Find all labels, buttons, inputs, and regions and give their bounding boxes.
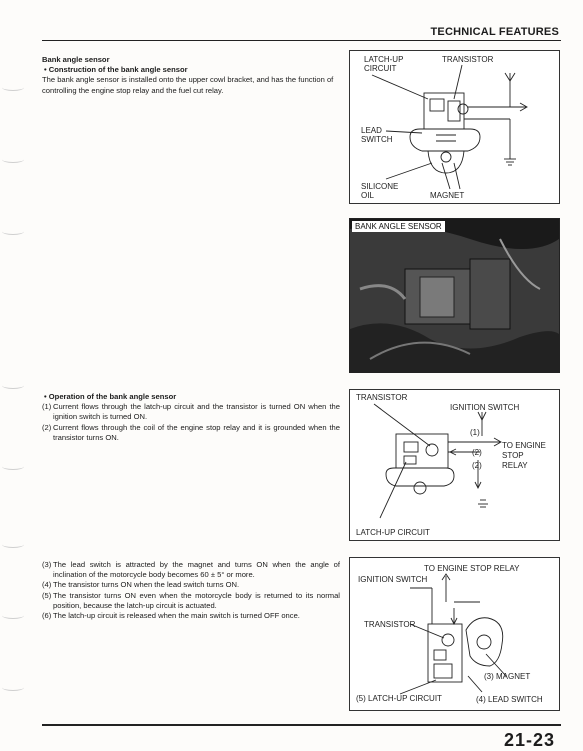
lead-switch-label-line2: SWITCH bbox=[361, 135, 393, 144]
list-item-number: (4) bbox=[42, 580, 52, 590]
transistor-label: TRANSISTOR bbox=[442, 55, 494, 64]
list-item-text: The transistor turns ON when the lead switch turns ON. bbox=[53, 580, 240, 590]
list-item-text: Current flows through the latch-up circuit and the transistor is turned ON when the ignition switch is turned ON. bbox=[53, 402, 340, 422]
header-rule bbox=[42, 40, 561, 41]
to-engine-stop-relay-label: TO ENGINE STOP RELAY bbox=[424, 564, 520, 573]
binder-mark bbox=[2, 382, 24, 389]
construction-diagram bbox=[349, 50, 560, 204]
section-title: Bank angle sensor bbox=[42, 55, 110, 64]
construction-section bbox=[42, 55, 340, 96]
magnet-label: MAGNET bbox=[430, 191, 465, 200]
binder-mark bbox=[2, 541, 24, 548]
latch-up-circuit-label-line2: CIRCUIT bbox=[364, 64, 397, 73]
binder-mark bbox=[2, 684, 24, 691]
magnet-label: (3) MAGNET bbox=[484, 672, 531, 681]
lead-switch-label: (4) LEAD SWITCH bbox=[476, 695, 543, 704]
binder-mark bbox=[2, 228, 24, 235]
section-body: The bank angle sensor is installed onto the upper cowl bracket, and has the function of controlling the engine stop relay and the fuel cut relay. bbox=[42, 75, 334, 95]
list-item bbox=[42, 580, 340, 590]
list-item-text: Current flows through the coil of the engine stop relay and it is grounded when the transistor turns ON. bbox=[53, 422, 340, 442]
to-engine-stop-relay-label-line3: RELAY bbox=[502, 461, 528, 470]
latch-up-circuit-label: LATCH-UP CIRCUIT bbox=[356, 528, 430, 537]
binder-mark bbox=[2, 156, 24, 163]
photo-caption: BANK ANGLE SENSOR bbox=[352, 221, 445, 232]
list-item-number: (2) bbox=[42, 422, 52, 432]
sequence-diagram bbox=[349, 557, 560, 711]
list-item-number: (5) bbox=[42, 590, 52, 600]
latch-up-circuit-label: LATCH-UP bbox=[364, 55, 404, 64]
transistor-label: TRANSISTOR bbox=[364, 620, 416, 629]
ignition-switch-label: IGNITION SWITCH bbox=[358, 575, 428, 584]
list-item bbox=[42, 611, 340, 621]
operation-diagram bbox=[349, 389, 560, 541]
list-item-text: The latch-up circuit is released when the main switch is turned OFF once. bbox=[53, 611, 300, 621]
silicone-oil-label-line2: OIL bbox=[361, 191, 374, 200]
transistor-label: TRANSISTOR bbox=[356, 393, 408, 402]
section-subtitle: • Operation of the bank angle sensor bbox=[44, 392, 177, 401]
to-engine-stop-relay-label-line2: STOP bbox=[502, 451, 524, 460]
binder-mark bbox=[2, 463, 24, 470]
marker-2-lower: (2) bbox=[472, 461, 482, 470]
list-item bbox=[42, 423, 340, 443]
lead-switch-label: LEAD bbox=[361, 126, 382, 135]
list-item-text: The transistor turns ON even when the motorcycle body is returned to its normal position, because the latch-up circuit is actuated. bbox=[53, 590, 340, 610]
ignition-switch-label: IGNITION SWITCH bbox=[450, 403, 520, 412]
operation-section bbox=[42, 392, 340, 443]
photo-drawing bbox=[350, 219, 559, 372]
binder-mark bbox=[2, 84, 24, 91]
list-item bbox=[42, 402, 340, 422]
bank-angle-sensor-photo bbox=[349, 218, 560, 373]
marker-1: (1) bbox=[470, 428, 480, 437]
list-item bbox=[42, 591, 340, 611]
sequence-section bbox=[42, 560, 340, 621]
latch-up-circuit-label: (5) LATCH-UP CIRCUIT bbox=[356, 694, 442, 703]
silicone-oil-label: SILICONE bbox=[361, 182, 399, 191]
list-item-number: (1) bbox=[42, 402, 52, 412]
list-item-number: (6) bbox=[42, 611, 52, 621]
binder-mark bbox=[2, 612, 24, 619]
section-subtitle: • Construction of the bank angle sensor bbox=[44, 65, 188, 75]
footer-rule bbox=[42, 724, 561, 726]
marker-2: (2) bbox=[472, 448, 482, 457]
list-item-text: The lead switch is attracted by the magnet and turns ON when the angle of inclination of the motorcycle body becomes 60 ± 5° or more. bbox=[53, 560, 340, 580]
page-number: 21-23 bbox=[503, 730, 555, 750]
to-engine-stop-relay-label: TO ENGINE bbox=[502, 441, 546, 450]
list-item-number: (3) bbox=[42, 560, 52, 569]
list-item bbox=[42, 560, 340, 580]
page-header-title: TECHNICAL FEATURES bbox=[430, 26, 559, 38]
